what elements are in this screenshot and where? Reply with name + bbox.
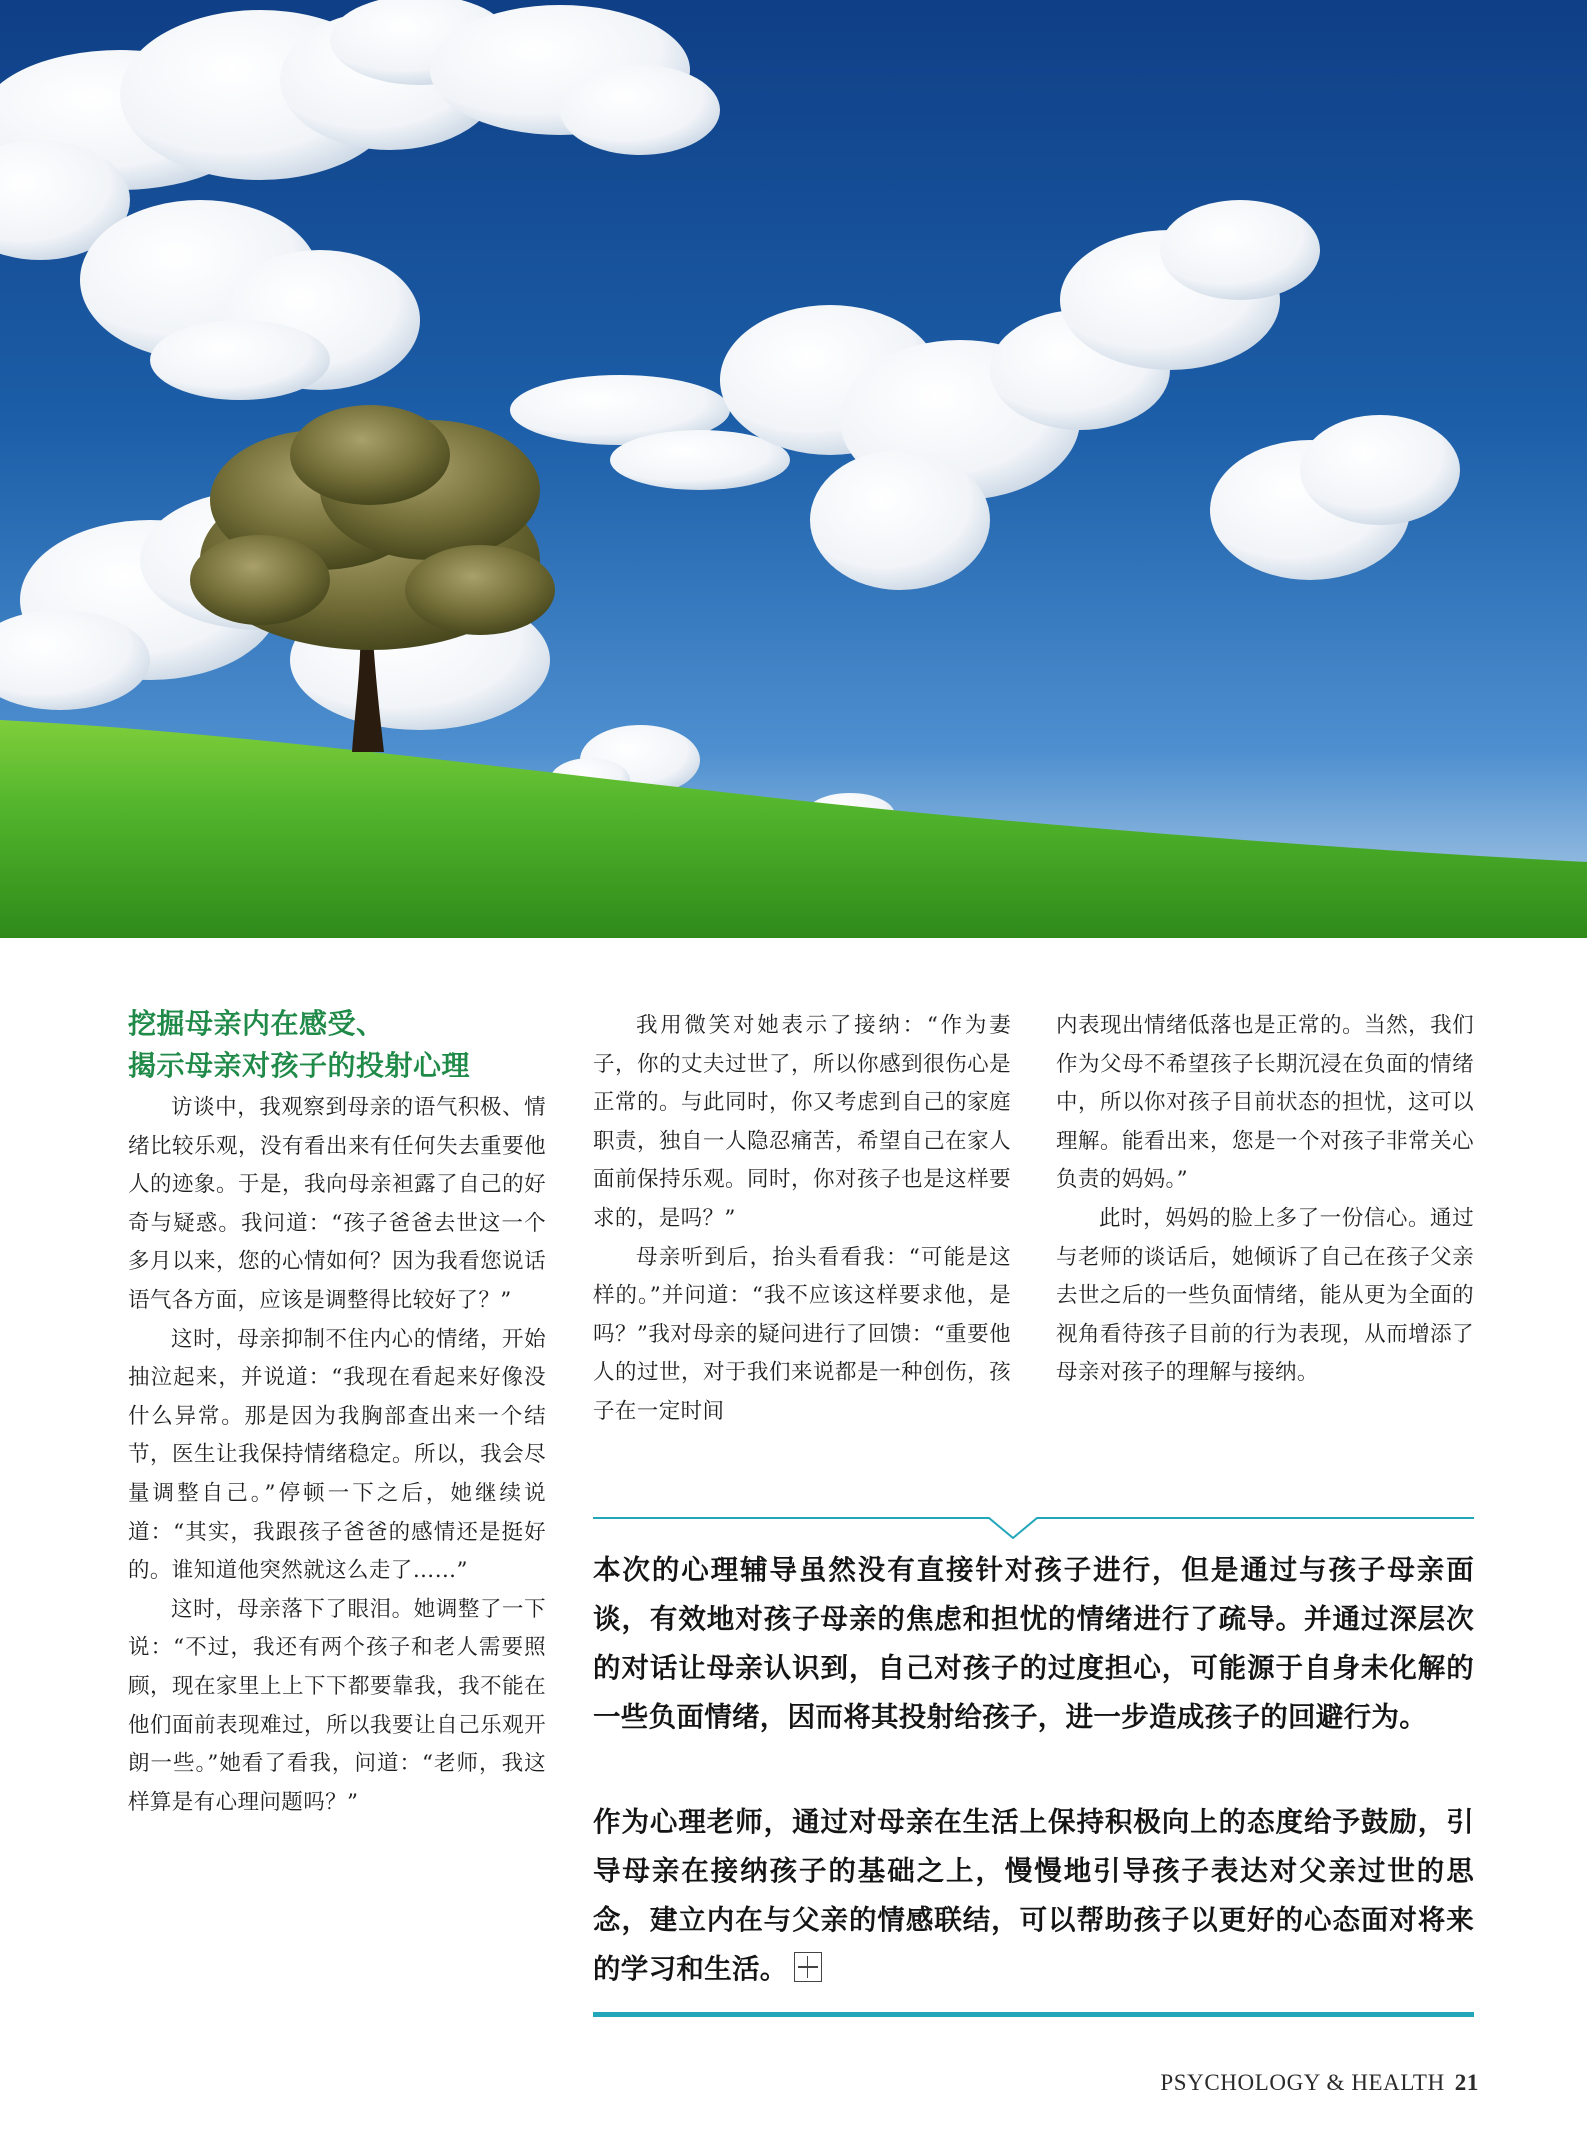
body-paragraph: 此时，妈妈的脸上多了一份信心。通过与老师的谈话后，她倾诉了自己在孩子父亲去世之后的一些负面情绪，能从更为全面的视角看待孩子目前的行为表现，从而增添了母亲对孩子的理解与接纳。 — [1056, 1205, 1474, 1386]
page-footer — [1160, 2070, 1479, 2096]
summary-paragraph-2-text: 作为心理老师，通过对母亲在生活上保持积极向上的态度给予鼓励，引导母亲在接纳孩子的基础之上，慢慢地引导孩子表达对父亲过世的思念，建立内在与父亲的情感联结，可以帮助孩子以更好的心态面对将来的学习和生活。 — [593, 1806, 1474, 1985]
section-heading — [128, 1003, 546, 1087]
body-paragraph: 这时，母亲落下了眼泪。她调整了一下说：“不过，我还有两个孩子和老人需要照顾，现在家里上上下下都要靠我，我不能在他们面前表现难过，所以我要让自己乐观开朗一些。”她看了看我，问道：“老师，我这样算是有心理问题吗？” — [128, 1596, 546, 1815]
body-paragraph: 母亲听到后，抬头看看我：“可能是这样的。”并问道：“我不应该这样要求他，是吗？”我对母亲的疑问进行了回馈：“重要他人的过世，对于我们来说都是一种创伤，孩子在一定时间 — [593, 1244, 1011, 1424]
body-paragraph: 我用微笑对她表示了接纳：“作为妻子，你的丈夫过世了，所以你感到很伤心是正常的。与此同时，你又考虑到自己的家庭职责，独自一人隐忍痛苦，希望自己在家人面前保持乐观。同时，你对孩子也是这样要求的，是吗？” — [593, 1013, 1011, 1231]
hero-photo — [0, 0, 1587, 938]
column-1 — [128, 1003, 546, 1822]
section-heading-line-2: 揭示母亲对孩子的投射心理 — [128, 1049, 471, 1082]
column-2 — [593, 1007, 1011, 1432]
page-number: 21 — [1454, 2070, 1479, 2095]
summary-paragraph-2 — [593, 1798, 1474, 1994]
summary-box — [593, 1510, 1474, 2050]
summary-top-rule — [593, 1510, 1474, 1540]
section-heading-line-1: 挖掘母亲内在感受、 — [128, 1007, 385, 1040]
end-seal-icon — [794, 1952, 822, 1982]
summary-paragraph-1-text: 本次的心理辅导虽然没有直接针对孩子进行，但是通过与孩子母亲面谈，有效地对孩子母亲的焦虑和担忧的情绪进行了疏导。并通过深层次的对话让母亲认识到，自己对孩子的过度担心，可能源于自身未化解的一些负面情绪，因而将其投射给孩子，进一步造成孩子的回避行为。 — [593, 1554, 1474, 1733]
body-paragraph: 访谈中，我观察到母亲的语气积极、情绪比较乐观，没有看出来有任何失去重要他人的迹象。于是，我向母亲袒露了自己的好奇与疑惑。我问道：“孩子爸爸去世这一个多月以来，您的心情如何？因为我看您说话语气各方面，应该是调整得比较好了？” — [128, 1095, 546, 1313]
body-paragraph: 这时，母亲抑制不住内心的情绪，开始抽泣起来，并说道：“我现在看起来好像没什么异常。那是因为我胸部查出来一个结节，医生让我保持情绪稳定。所以，我会尽量调整自己。”停顿一下之后，她继续说道：“其实，我跟孩子爸爸的感情还是挺好的。谁知道他突然就这么走了……” — [128, 1326, 546, 1584]
summary-bottom-rule — [593, 2012, 1474, 2017]
summary-paragraph-1 — [593, 1546, 1474, 1742]
body-paragraph-continuation: 内表现出情绪低落也是正常的。当然，我们作为父母不希望孩子长期沉浸在负面的情绪中，所以你对孩子目前状态的担忧，这可以理解。能看出来，您是一个对孩子非常关心负责的妈妈。” — [1056, 1013, 1474, 1193]
column-3 — [1056, 1007, 1474, 1393]
magazine-name: PSYCHOLOGY & HEALTH — [1160, 2070, 1445, 2095]
